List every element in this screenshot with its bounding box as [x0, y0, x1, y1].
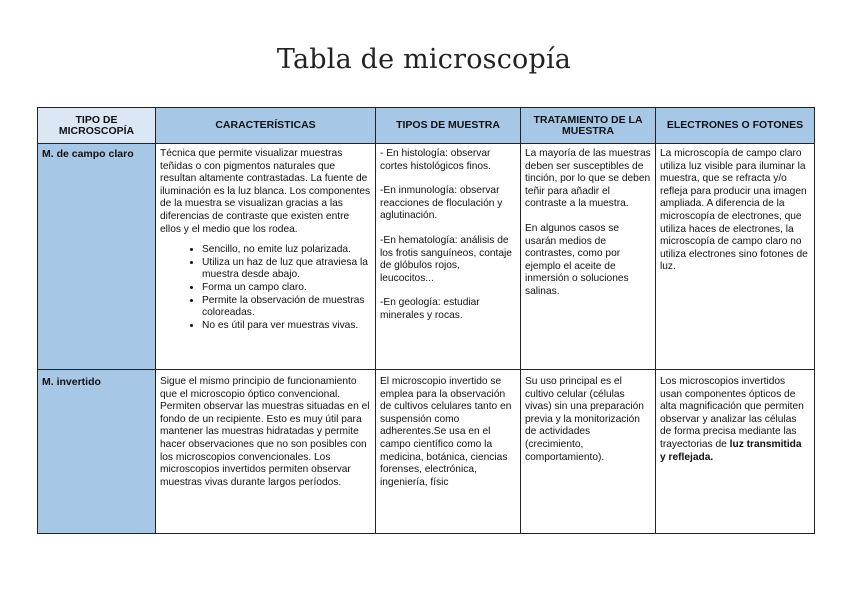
cell-text	[660, 376, 810, 464]
cell-caracteristicas	[156, 370, 376, 534]
cell-electrones	[656, 370, 815, 534]
cell-text: -En inmunología: observar reacciones de floculación y aglutinación.	[380, 185, 503, 222]
cell-tipos-muestra	[376, 144, 521, 370]
cell-electrones	[656, 144, 815, 370]
cell-text: La mayoría de las muestras deben ser susceptibles de tinción, por lo que se deben teñir para añadir el contraste a la muestra.	[525, 148, 651, 210]
list-item: • No es útil para ver muestras vivas.	[202, 320, 371, 333]
cell-text: -En geología: estudiar minerales y rocas.	[380, 297, 480, 321]
cell-caracteristicas	[156, 144, 376, 370]
cell-text: Su uso principal es el cultivo celular (células vivas) sin una preparación previa y la monitorización de actividades (crecimiento, comportamiento).	[525, 376, 644, 463]
list-item: • Permite la observación de muestras coloreadas.	[202, 295, 371, 320]
cell-text: La microscopía de campo claro utiliza luz visible para iluminar la muestra, que se refracta y/o refleja para producir una imagen ampliada. A diferencia de la microscopía de electrones, que utiliza haces de electrones, la microscopía de campo claro no utiliza electrones sino fotones de luz.	[660, 148, 808, 273]
cell-tratamiento	[521, 370, 656, 534]
table-row	[38, 144, 815, 370]
header-electrones: ELECTRONES O FOTONES	[656, 108, 815, 144]
cell-text: Técnica que permite visualizar muestras teñidas o con pigmentos naturales que resultan altamente contrastadas. La fuente de iluminación es la luz blanca. Los componentes de la muestra se visualizan gracias a las diferencias de contraste que existen entre ellos y el medio que los rodea.	[160, 148, 371, 235]
row-type-label: M. invertido	[38, 370, 156, 534]
row-type-label: M. de campo claro	[38, 144, 156, 370]
cell-text: En algunos casos se usarán medios de contrastes, como por ejemplo el aceite de inmersión o soluciones salinas.	[525, 222, 629, 297]
header-tratamiento: TRATAMIENTO DE LA MUESTRA	[521, 108, 656, 144]
header-tipos-muestra: TIPOS DE MUESTRA	[376, 108, 521, 144]
header-tipo: TIPO DE MICROSCOPÍA	[38, 108, 156, 144]
cell-text: -En hematología: análisis de los frotis sanguíneos, contaje de glóbulos rojos, leucocitos...	[380, 234, 512, 284]
list-item: • Sencillo, no emite luz polarizada.	[202, 244, 371, 257]
cell-text: Sigue el mismo principio de funcionamiento que el microscopio óptico convencional. Permiten observar las muestras situadas en el fondo de un recipiente. Esto es muy útil para mantener las muestras hidratadas y permite hacer observaciones que no son posibles con los microscopios convencionales. Los microscopios invertidos permiten observar muestras vivas durante largos períodos.	[160, 376, 370, 488]
cell-text: - En histología: observar cortes histológicos finos.	[380, 148, 491, 172]
feature-list	[160, 244, 371, 332]
cell-text-regular: Los microscopios invertidos usan componentes ópticos de alta magnificación que permiten observar y analizar las células de forma precisa mediante las trayectorias de	[660, 376, 804, 450]
header-row	[38, 108, 815, 144]
cell-tratamiento	[521, 144, 656, 370]
microscopy-table	[37, 107, 815, 534]
header-caracteristicas: CARACTERÍSTICAS	[156, 108, 376, 144]
cell-tipos-muestra	[376, 370, 521, 534]
list-item: • Forma un campo claro.	[202, 282, 371, 295]
cell-text-bold: luz transmitida y reflejada.	[660, 438, 802, 463]
table-row	[38, 370, 815, 534]
cell-text: El microscopio invertido se emplea para la observación de cultivos celulares tanto en suspensión como adherentes.Se usa en el campo científico como la medicina, botánica, ciencias forenses, electrónica, ingeniería, físic	[380, 376, 512, 488]
list-item: • Utiliza un haz de luz que atraviesa la muestra desde abajo.	[202, 257, 371, 282]
page-title: Tabla de microscopía	[276, 44, 572, 75]
